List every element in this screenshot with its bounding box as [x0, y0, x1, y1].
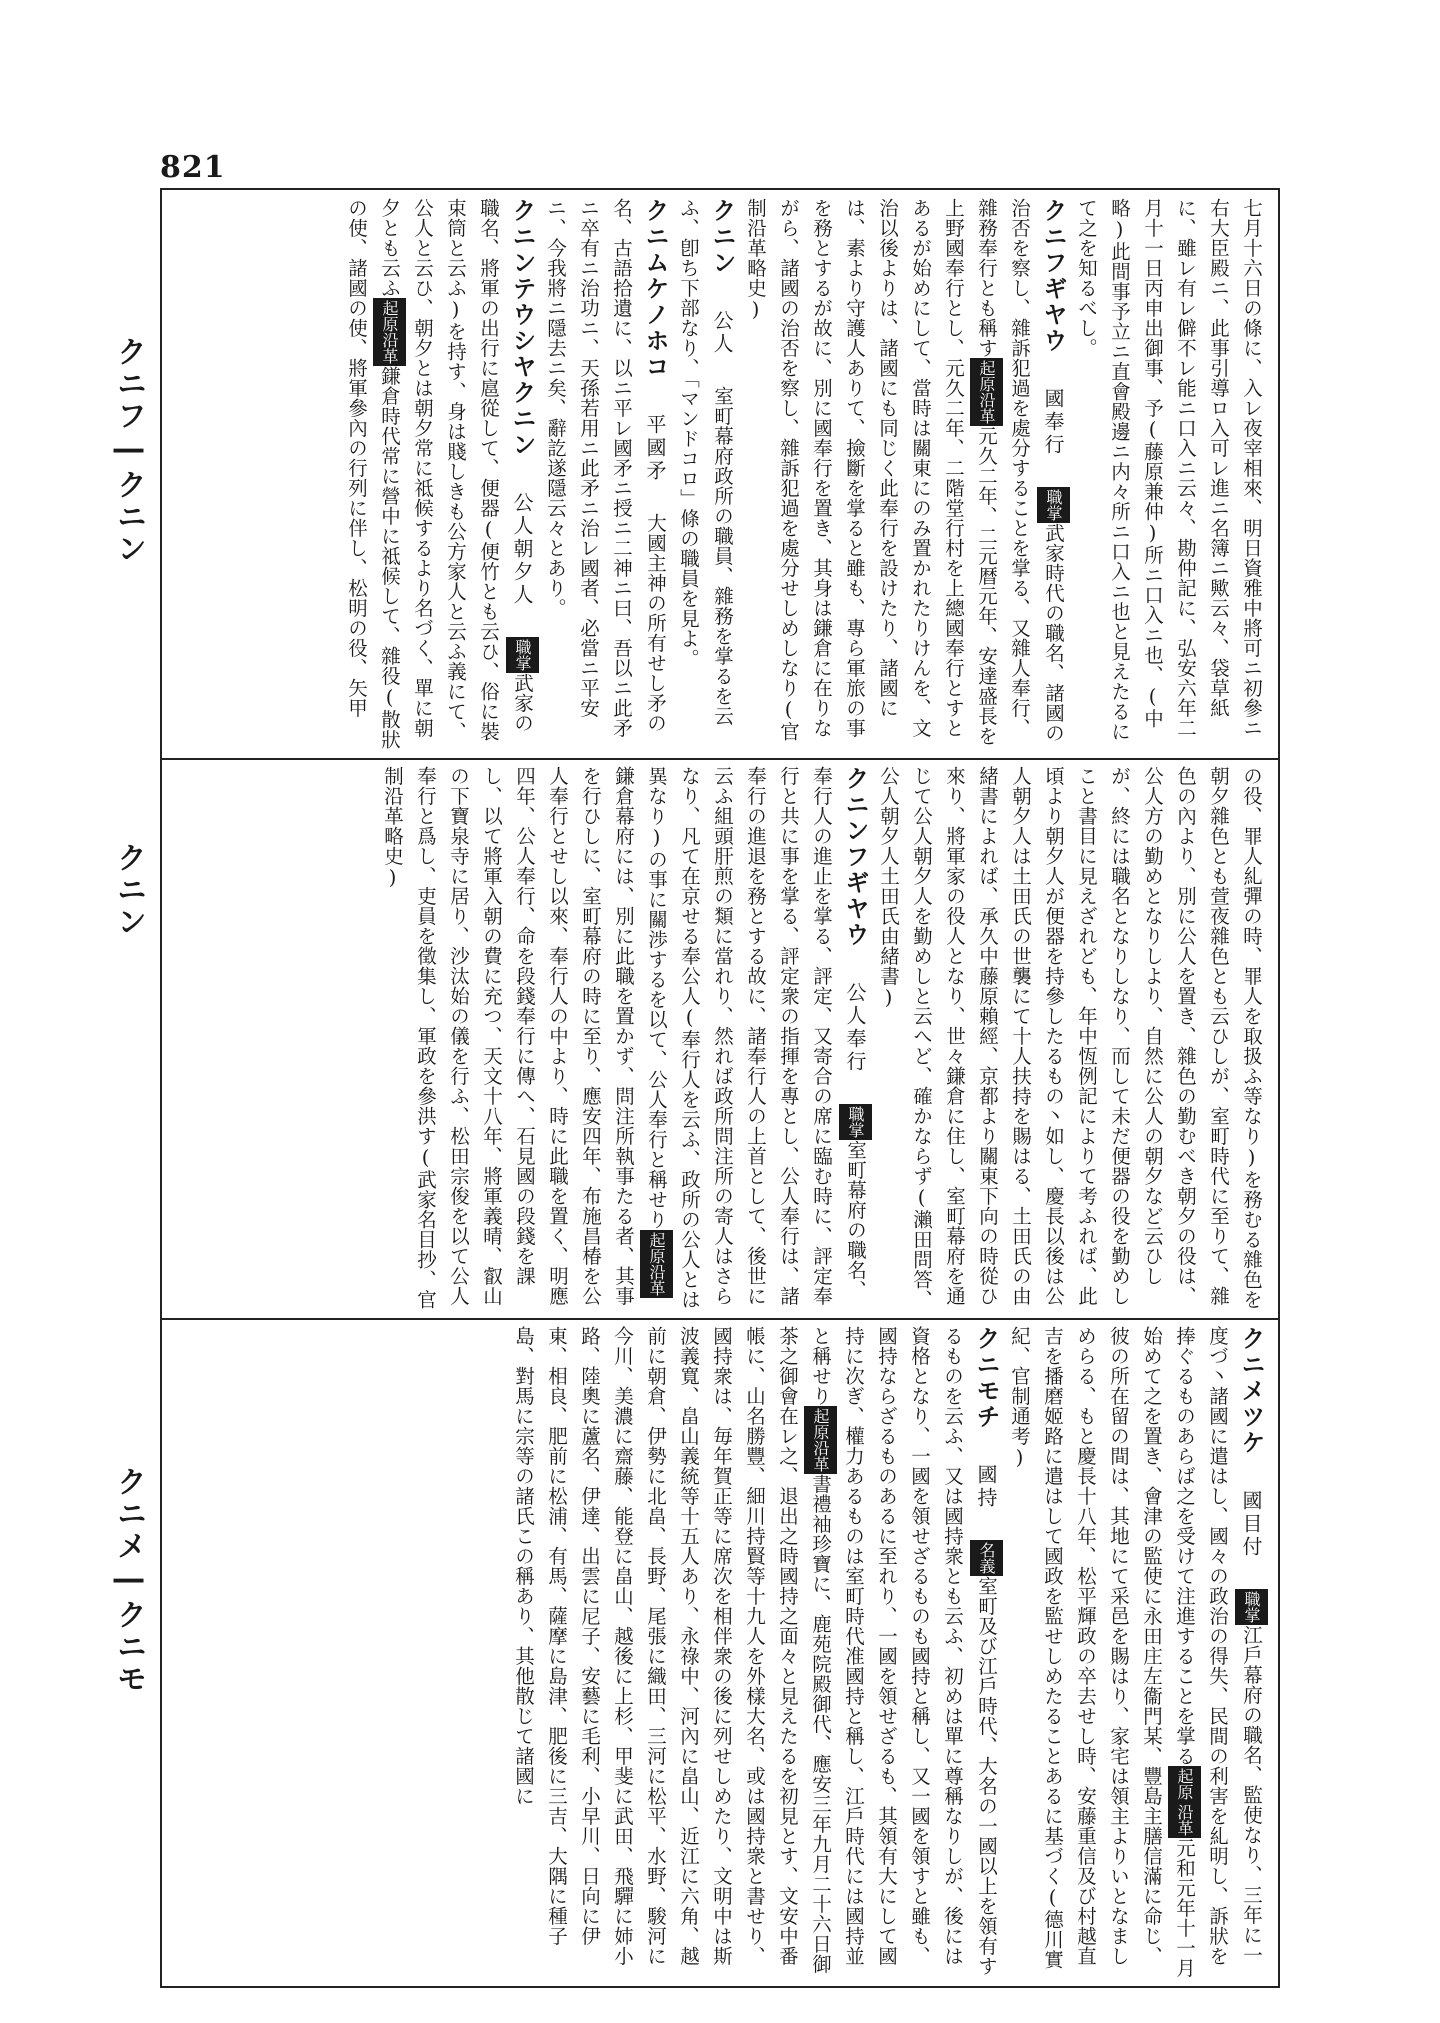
entry-text: 室町幕府の職名、奉行人の進止を掌る、評定、又寄合の席に臨む時に、評定奉行と共に事を掌る、評定衆の指揮を專とし、公人奉行は、諸奉行の進退を務とする故に、諸奉行人の上首として、後世に云ふ組頭肝煎の類に當れり、然れば政所問注所の寄人はさらなり、凡て在京せる奉公人(奉行人を云ふ、政所の公人とは異なり)の事に關渉するを以て、公人奉行と稱せり: [645, 766, 867, 1310]
entry: [340, 198, 539, 750]
entry-text: 室町及び江戶時代、大名の一國以上を領有するものを云ふ、又は國持衆とも云ふ、初めは單に尊稱なりしが、後には資格となり、一國を領せざるものも國持と稱し、又一國を領すと雖も、國持ならざるものあるに至れり、一國を領せざるも、其領有大にして國持に次ぎ、權力あるものは室町時代准國持と稱し、江戶時代には國持並と稱せり: [809, 1326, 998, 1976]
category-tag: 起原: [1168, 1766, 1201, 1802]
band-text-column: [172, 198, 1268, 750]
entry-text: 江戶幕府の職名、監使なり、三年に一度づ丶諸國に遣はし、國々の政治の得失、民間の利害を糺明し、訴狀を捧ぐるものあらば之を受けて注進することを掌る: [1173, 1326, 1263, 1966]
entry-text: 七月十六日の條に、入レ夜宰相來、明日資雅中將可ニ初參ニ右大臣殿ニ、此事引導ロ入可レ進ニ名簿ニ歟云々、袋草紙に、雖レ有レ僻不レ能ニ口入ニ云々、勘仲記に、弘安六年二月十一日丙申出御事、予(藤原兼仲)所ニ口入ニ也、(中略)此間事予立ニ直會殿邊ニ内々所ニ口入ニ也と見えたるにて之を知るべし。: [1075, 198, 1263, 742]
category-tag: 職掌: [1235, 1589, 1268, 1625]
entry: [539, 198, 672, 750]
category-tag: 起原沿革: [970, 358, 1003, 426]
band-divider-bottom: [160, 1318, 1280, 1320]
continued-text: [1070, 198, 1268, 750]
entry-text: 鎌倉時代常に營中に祗候して、雜役(散狀の使、諸國の使、將軍參內の行列に伴し、松明の役、矢甲: [345, 198, 401, 750]
category-tag: 起原沿革: [640, 1230, 673, 1298]
entry-kanji: 國奉行: [1041, 388, 1065, 457]
entry-heading: クニモチ: [972, 1326, 1000, 1430]
side-header-top: クニフ―クニン: [111, 335, 146, 565]
entry-text: の役、罪人糺彈の時、罪人を取扱ふ等なり)を務むる雜色を朝夕雜色とも萱夜雜色とも云ひしが、室町時代に至りて、雜色の內より、別に公人を置き、雜色の勤むべき朝夕の役は、公人方の勤めとなりしより、自然に公人の朝夕など云ひしが、終には職名となりしなり、而して未だ便器の役を勤めしこと書目に見えざれども、年中恆例記によりて考ふれば、此頃より朝夕人が便器を持參したるもの丶如し、慶長以後は公人朝夕人は土田氏の世襲にて十人扶持を賜はる、土田氏の由緒書によれば、承久中藤原賴經、京都より關東下向の時從ひ來り、將軍家の役人となり、世々鎌倉に住し、室町幕府を通じて公人朝夕人を勤めしと云へど、確かならず(瀨田問答、公人朝夕人土田氏由緒書): [877, 766, 1263, 1310]
category-tag: 職掌: [1037, 487, 1070, 523]
entry-heading: クニンテウシヤクニン: [508, 198, 536, 458]
entry: [739, 198, 1070, 750]
category-tag: 職掌: [839, 1104, 872, 1140]
category-tag: 起原沿革: [373, 298, 406, 366]
entry-text: 元久二年、二元暦元年、安達盛長を上野國奉行とし、元久二年、二階堂行村を上總國奉行とすとあるが始めにして、當時は關東にのみ置かれたりけんを、文治以後よりは、諸國にも同じく此奉行を設けたり、諸國には、素より守護人ありて、撿斷を掌ると雖も、專ら軍旅の事を務とするが故に、別に國奉行を置き、其身は鎌倉に在りながら、諸國の治否を察し、雜訴犯過を處分せしめしなり(官制沿革略史): [744, 198, 998, 746]
entry-kanji: 公人奉行: [843, 982, 867, 1074]
entry-heading: クニメツケ: [1237, 1326, 1265, 1456]
side-header-bottom: クニメ―クニモ: [111, 1465, 146, 1695]
entry: [507, 1326, 1003, 1978]
side-header-middle: クニン: [111, 842, 146, 938]
entry-heading: クニン: [708, 198, 736, 276]
entry-text: 書禮袖珍寶に、鹿苑院殿御代、應安三年九月二十六日御茶之御會在レ之、退出之時國持之面々と見えたるを初見とす、文安中番帳に、山名勝豐、細川持賢等十九人を外樣大名、或は國持衆と書せり、國持衆は、毎年賀正等に席次を相伴衆の後に列せしめたり、文明中は斯波義寬、畠山義統等十五人あり、永祿中、河內に畠山、近江に六角、越前に朝倉、伊勢に北畠、長野、尾張に織田、三河に松平、水野、駿河に今川、美濃に齋藤、能登に畠山、越後に上杉、甲斐に武田、飛驒に姉小路、陸奧に蘆名、伊達、出雲に尼子、安藝に毛利、小早川、日向に伊東、相良、肥前に松浦、有馬、薩摩に島津、肥後に三吉、大隅に種子島、對馬に宗等の諸氏この稱あり、其他散じて諸國に: [512, 1326, 832, 1974]
entry-kanji: 國持: [974, 1464, 998, 1510]
category-tag: 職掌: [506, 637, 539, 673]
entry-heading: クニンフギヤウ: [841, 766, 869, 948]
entry: [376, 766, 872, 1310]
text-band-middle: [172, 766, 1268, 1310]
entry-text: 武家の職名、將軍の出行に扈從して、便器(便竹とも云ひ、俗に裝束筒と云ふ)を持す、身は賤しきも公方家人と云ふ義にて、公人と云ひ、朝夕とは朝夕常に祗候するより名づく、單に朝夕とも云ふ: [378, 198, 534, 742]
band-divider-top: [160, 758, 1280, 760]
entry-text: 鎌倉幕府には、別に此職を置かず、問注所執事たる者、其事を行ひしに、室町幕府の時に至り、應安四年、布施昌椿を公人奉行とせし以來、奉行人の中より、時に此職を置く、明應四年、公人奉行、命を段錢奉行に傳へ、石見國の段錢を課し、以て將軍入朝の費に充つ、天文十八年、將軍義晴、叡山の下寶泉寺に居り、沙汰始の儀を行ふ、松田宗俊を以て公人奉行と爲し、吏員を徵集し、軍政を參洪す(武家名目抄、官制沿革略史): [381, 766, 635, 1310]
entry-kanji: 公人: [710, 310, 734, 356]
continued-text: [872, 766, 1268, 1310]
entry-text: 武家時代の職名、諸國の治否を察し、雜訴犯過を處分することを掌る、又雜人奉行、雜務奉行とも稱す: [975, 198, 1065, 743]
entry: [672, 198, 739, 750]
band-text-column: [172, 766, 1268, 1310]
band-text-column: [172, 1326, 1268, 1978]
entry-kanji: 公人朝夕人: [510, 492, 534, 607]
entry-kanji: 國目付: [1239, 1490, 1263, 1559]
entry-heading: クニフギヤウ: [1039, 198, 1067, 354]
entry-text: 大國主神の所有せし矛の名、古語拾遺に、以ニ平レ國矛ニ授ニ二神ニ曰、吾以ニ此矛ニ卒有ニ治功ニ、天孫若用ニ此矛ニ治レ國者、必當ニ平安ニ、今我將ニ隱去ニ矣、辭訖遂隱云々とあり。: [544, 198, 667, 738]
entry-kanji: 平國矛: [643, 414, 667, 483]
text-band-top: [172, 198, 1268, 750]
text-band-bottom: [172, 1326, 1268, 1978]
entry-text: 室町幕府政所の職員、雜務を掌るを云ふ、卽ち下部なり、「マンドコロ」條の職員を見よ。: [677, 198, 734, 726]
page-number: 821: [160, 150, 226, 185]
entry-text: 元和元年十一月始めて之を置き、會津の監使に永田庄左衞門某、豐島主膳信滿に命じ、彼の所在留の間は、其地にて采邑を賜はり、家宅は領主よりいとなましめらる、もと慶長十八年、松平輝政の卒去せし時、安藤重信及び村越直吉を播磨姬路に遣はして國政を監せしめたることあるに基づく(德川實紀、官制通考): [1008, 1326, 1196, 1978]
entry: [1003, 1326, 1268, 1978]
category-tag: 沿革: [1168, 1802, 1201, 1838]
category-tag: 名義: [970, 1540, 1003, 1576]
category-tag: 起原沿革: [804, 1406, 837, 1474]
entry-heading: クニムケノホコ: [641, 198, 669, 380]
